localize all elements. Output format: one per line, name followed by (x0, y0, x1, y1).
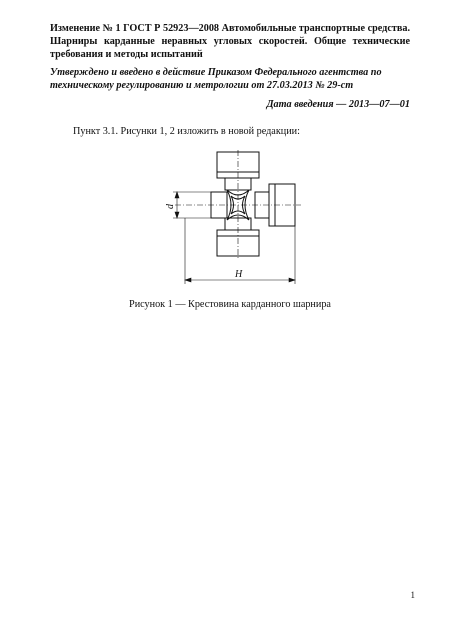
dimension-label-d: d (165, 204, 176, 209)
figure-caption: Рисунок 1 — Крестовина карданного шарнира (129, 299, 331, 310)
approval-statement: Утверждено и введено в действие Приказом Федерального агентства по техническому регулированию и метрологии от 27.03.2013 № 29-ст (50, 67, 382, 91)
amendment-title: Изменение № 1 ГОСТ Р 52923—2008 Автомобильные транспортные средства. Шарниры карданные неравных угловых скоростей. Общие технические требования и методы испытаний (50, 23, 410, 60)
dimension-label-h: H (235, 269, 243, 280)
clause-text: Пункт 3.1. Рисунки 1, 2 изложить в новой редакции: (73, 126, 300, 137)
cross-joint-figure (165, 150, 305, 290)
page-number: 1 (410, 590, 415, 600)
introduction-date: Дата введения — 2013—07—01 (266, 99, 410, 110)
cross-joint-drawing (165, 150, 305, 290)
